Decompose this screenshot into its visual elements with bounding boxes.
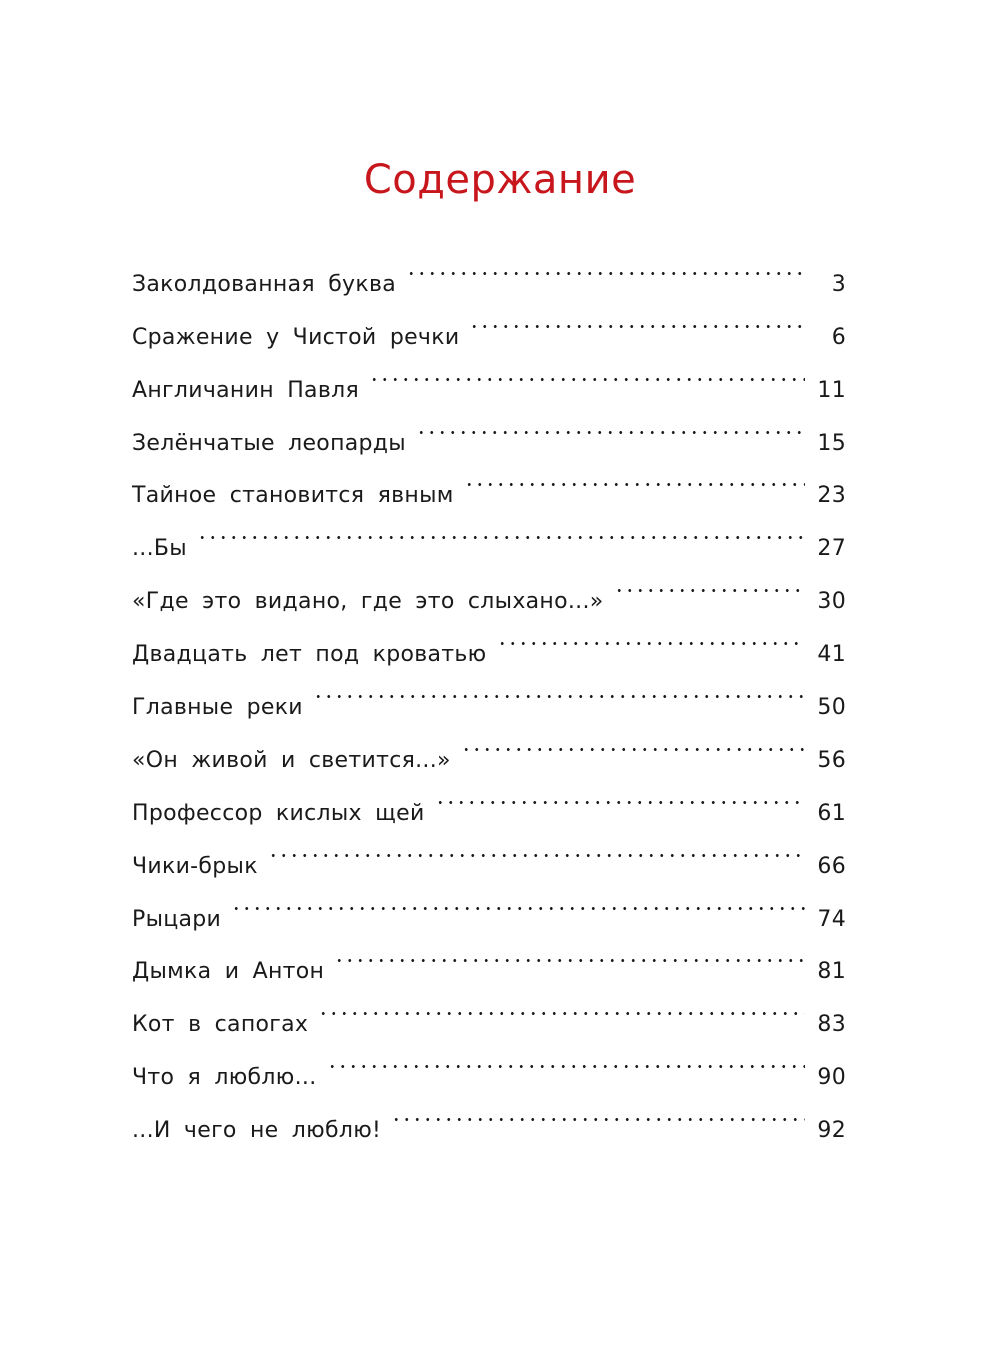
toc-page-number: 41	[817, 642, 846, 668]
dot-leader	[416, 397, 805, 450]
toc-page-number: 23	[817, 483, 846, 509]
dot-leader	[313, 661, 805, 714]
dot-leader	[614, 555, 806, 608]
dot-leader	[461, 714, 806, 767]
dot-leader	[469, 291, 808, 344]
toc-entry[interactable]	[132, 873, 846, 932]
dot-leader	[406, 238, 808, 291]
toc-entry-title: Заколдованная буква	[132, 271, 397, 297]
toc-entry-title: Англичанин Павля	[132, 377, 359, 403]
toc-entry[interactable]	[132, 238, 846, 297]
toc-entry[interactable]	[132, 926, 846, 985]
dot-leader	[435, 767, 806, 820]
toc-entry-title: Профессор кислых щей	[132, 800, 425, 826]
toc-page-number: 81	[817, 959, 846, 985]
dot-leader	[327, 1031, 806, 1084]
toc-entry-title: Двадцать лет под кроватью	[132, 642, 487, 668]
toc-page-number: 50	[817, 695, 846, 721]
toc-page-number: 11	[817, 377, 846, 403]
toc-page-number: 3	[831, 271, 846, 297]
toc-page-number: 83	[817, 1012, 846, 1038]
toc-page-number: 27	[817, 536, 846, 562]
toc-page-number: 92	[817, 1118, 846, 1144]
page-title: Содержание	[363, 157, 637, 203]
dot-leader	[268, 820, 806, 873]
toc-entry-title: ...И чего не люблю!	[132, 1118, 382, 1144]
toc-entry-title: «Он живой и светится...»	[132, 747, 451, 773]
toc-entry-title: Дымка и Антон	[132, 959, 325, 985]
toc-entry[interactable]	[132, 555, 846, 615]
toc-entry-title: Кот в сапогах	[132, 1012, 309, 1038]
toc-entry-title: «Где это видано, где это слыхано...»	[132, 589, 604, 615]
dot-leader	[391, 1084, 805, 1137]
toc-page-number: 61	[817, 800, 846, 826]
dot-leader	[197, 502, 805, 555]
toc-entry-title: Рыцари	[132, 906, 222, 932]
toc-page-number: 74	[817, 906, 846, 932]
toc-entry-title: Главные реки	[132, 695, 303, 721]
toc-page-number: 15	[817, 430, 846, 456]
toc-page-number: 56	[817, 747, 846, 773]
toc-entry[interactable]	[132, 502, 846, 562]
dot-leader	[231, 873, 805, 926]
toc-entry-title: Сражение у Чистой речки	[132, 324, 460, 350]
toc-entry-title: ...Бы	[132, 536, 187, 562]
table-of-contents	[132, 238, 846, 1144]
dot-leader	[497, 608, 806, 661]
toc-page-number: 90	[817, 1065, 846, 1091]
toc-entry-title: Зелёнчатые леопарды	[132, 430, 406, 456]
toc-page-number: 6	[831, 324, 846, 350]
toc-entry-title: Тайное становится явным	[132, 483, 454, 509]
dot-leader	[334, 926, 805, 979]
dot-leader	[318, 978, 805, 1031]
dot-leader	[369, 344, 805, 397]
toc-entry-title: Чики-брык	[132, 853, 258, 879]
toc-page-number: 66	[817, 853, 846, 879]
dot-leader	[464, 450, 806, 503]
toc-page-number: 30	[817, 589, 846, 615]
toc-entry-title: Что я люблю...	[132, 1065, 317, 1091]
